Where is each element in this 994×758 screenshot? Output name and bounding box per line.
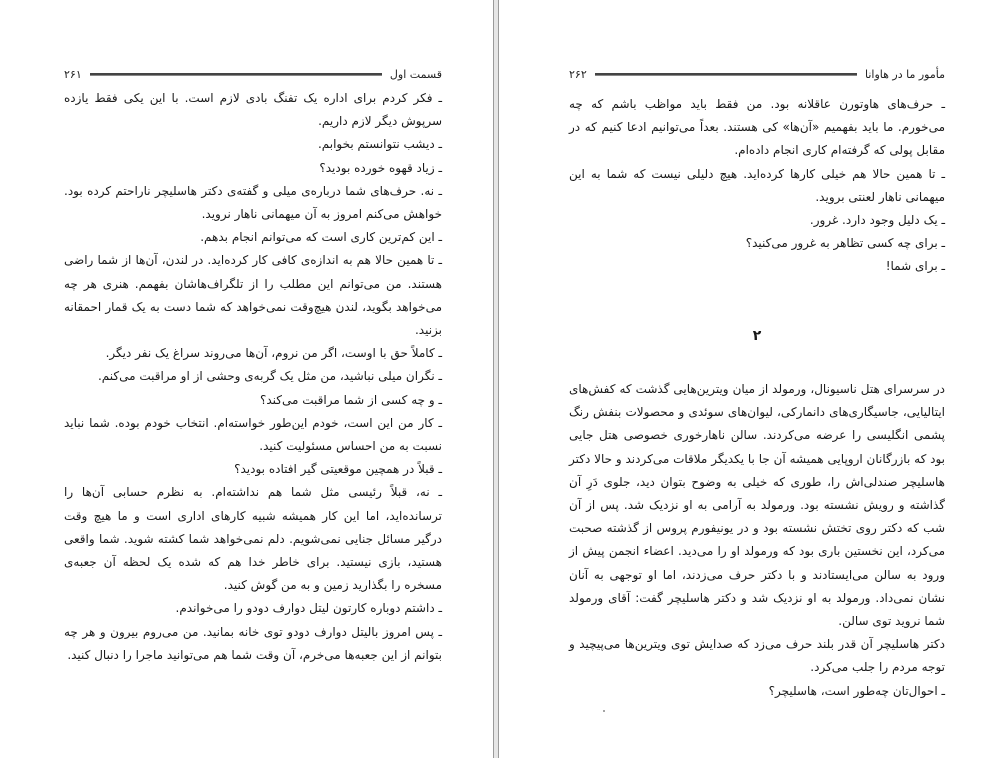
paragraph: ـ زیاد قهوه خورده بودید؟ <box>319 160 442 175</box>
paragraph: ـ نه. حرف‌های شما درباره‌ی میلی و گفته‌ی دکتر هاسلیچر ناراحتم کرده بود. خواهش می‌کنم امروز به آن میهمانی ناهار نروید. <box>64 183 442 222</box>
paragraph: ـ و چه کسی از شما مراقبت می‌کند؟ <box>259 392 442 407</box>
paragraph: دکتر هاسلیچر آن قدر بلند حرف می‌زد که صدایش توی ویترین‌ها می‌پیچید و توجه مردم را جلب می‌کرد. <box>569 637 945 675</box>
left-page-number: ۲۶۱ <box>64 67 82 81</box>
paragraph: ـ فکر کردم برای اداره یک تفنگ بادی لازم است. با این یکی فقط یازده سرپوش دیگر لازم داریم. <box>64 91 442 129</box>
scan-speck <box>603 710 605 712</box>
paragraph: ـ این کم‌ترین کاری است که می‌توانم انجام بدهم. <box>200 230 442 245</box>
right-page-body-bottom <box>569 378 945 703</box>
paragraph: در سرسرای هتل ناسیونال، ورمولد از میان ویترین‌هایی گذشت که کفش‌های ایتالیایی، جاسیگاری‌های دانمارکی، لیوان‌های سوئدی و محصولات بنفش رنگ پشمی انگلیسی را عرضه می‌کردند. سالن ناهارخوری خصوصی هتل جایی بود که بازرگانان اروپایی همیشه آن جا با یکدیگر ملاقات می‌کردند و حالا دکتر هاسلیچر صندلی‌اش را، طوری که خیلی به وضوح بتوان دید، جلوی دَرِ آن گذاشته و رویش نشسته بود. ورمولد به آرامی به او نزدیک شد. پس از آن شب که دکتر روی تختش نشسته بود و در یونیفورم پروس از گذشته صحبت می‌کرد، این نخستین باری بود که ورمولد او را می‌دید. اعضاء انجمن پیش از ورود به سالن می‌ایستادند و با دکتر حرف می‌زدند، اما او توجهی به آنان نشان نمی‌داد. ورمولد به او نزدیک شد و دکتر هاسلیچر گفت: آقای ورمولد شما نروید توی سالن. <box>569 382 945 629</box>
right-page-number: ۲۶۲ <box>569 67 587 81</box>
left-page-body <box>64 87 442 667</box>
paragraph: ـ داشتم دوباره کارتون لیتل دوارف دودو را می‌خواندم. <box>175 601 442 616</box>
right-header-title: مأمور ما در هاوانا <box>864 67 945 81</box>
chapter-number: ۲ <box>752 328 762 344</box>
left-header-rule <box>90 73 382 76</box>
paragraph: ـ برای چه کسی تظاهر به غرور می‌کنید؟ <box>745 236 945 251</box>
left-page-header <box>64 64 442 84</box>
paragraph: ـ کار من این است، خودم این‌طور خواسته‌ام. انتخاب خودم بوده. شما نباید نسبت به من احساس مسئولیت کنید. <box>64 415 442 454</box>
paragraph: ـ نه، قبلاً رئیسی مثل شما هم نداشته‌ام. به نظرم حسابی آن‌ها را ترسانده‌اید، اما این کار همیشه شبیه کارهای اداری است و ما هیچ وقت درگیر مسائل جنایی نمی‌شویم. دلم نمی‌خواهد شما کشته شوید. شما واقعی هستید، بازی نیستید. برای خاطر خدا هم که شده یک لحظه آن جعبه‌ی مسخره را بگذارید زمین و به من گوش کنید. <box>64 485 442 593</box>
right-header-rule <box>595 73 857 76</box>
right-page <box>498 0 994 758</box>
paragraph: ـ پس امروز بالیتل دوارف دودو توی خانه بمانید. من می‌روم بیرون و هر چه بتوانم از این جعبه‌ها می‌خرم، آن وقت شما هم می‌توانید ماجرا را دنبال کنید. <box>64 624 442 662</box>
right-page-body-top <box>569 93 945 279</box>
left-page <box>0 0 494 758</box>
paragraph: ـ نگران میلی نباشید، من مثل یک گربه‌ی وحشی از او مراقبت می‌کنم. <box>97 369 442 384</box>
paragraph: ـ برای شما! <box>885 259 945 274</box>
paragraph: ـ دیشب نتوانستم بخوابم. <box>317 137 442 152</box>
paragraph: ـ حرف‌های هاوتورن عاقلانه بود. من فقط باید مواظب باشم که چه می‌خورم. ما باید بفهمیم «آن‌ها» کی هستند. بعداً می‌توانیم ادعا کنیم که در مقابل پولی که گرفته‌ام کاری انجام داده‌ام. <box>569 97 945 158</box>
left-header-title: قسمت اول <box>389 67 442 81</box>
paragraph: ـ یک دلیل وجود دارد. غرور. <box>809 213 945 228</box>
right-page-header <box>569 64 945 84</box>
paragraph: ـ کاملاً حق با اوست، اگر من نروم، آن‌ها می‌روند سراغ یک نفر دیگر. <box>105 346 442 361</box>
paragraph: ـ احوال‌تان چه‌طور است، هاسلیچر؟ <box>768 683 945 698</box>
paragraph: ـ تا همین حالا هم خیلی کارها کرده‌اید. هیچ دلیلی نیست که شما به این میهمانی ناهار لعنتی بروید. <box>569 166 945 204</box>
paragraph: ـ قبلاً در همچین موقعیتی گیر افتاده بودید؟ <box>234 462 442 477</box>
paragraph: ـ تا همین حالا هم به اندازه‌ی کافی کار کرده‌اید. در لندن، آن‌ها از شما راضی هستند. من می‌توانم این مطلب را از تلگراف‌هاشان بفهمم. هنری هر چه می‌خواهد بگوید، لندن هیچ‌وقت نمی‌خواهد که شما دست به یک قمار احمقانه بزنید. <box>64 253 442 338</box>
